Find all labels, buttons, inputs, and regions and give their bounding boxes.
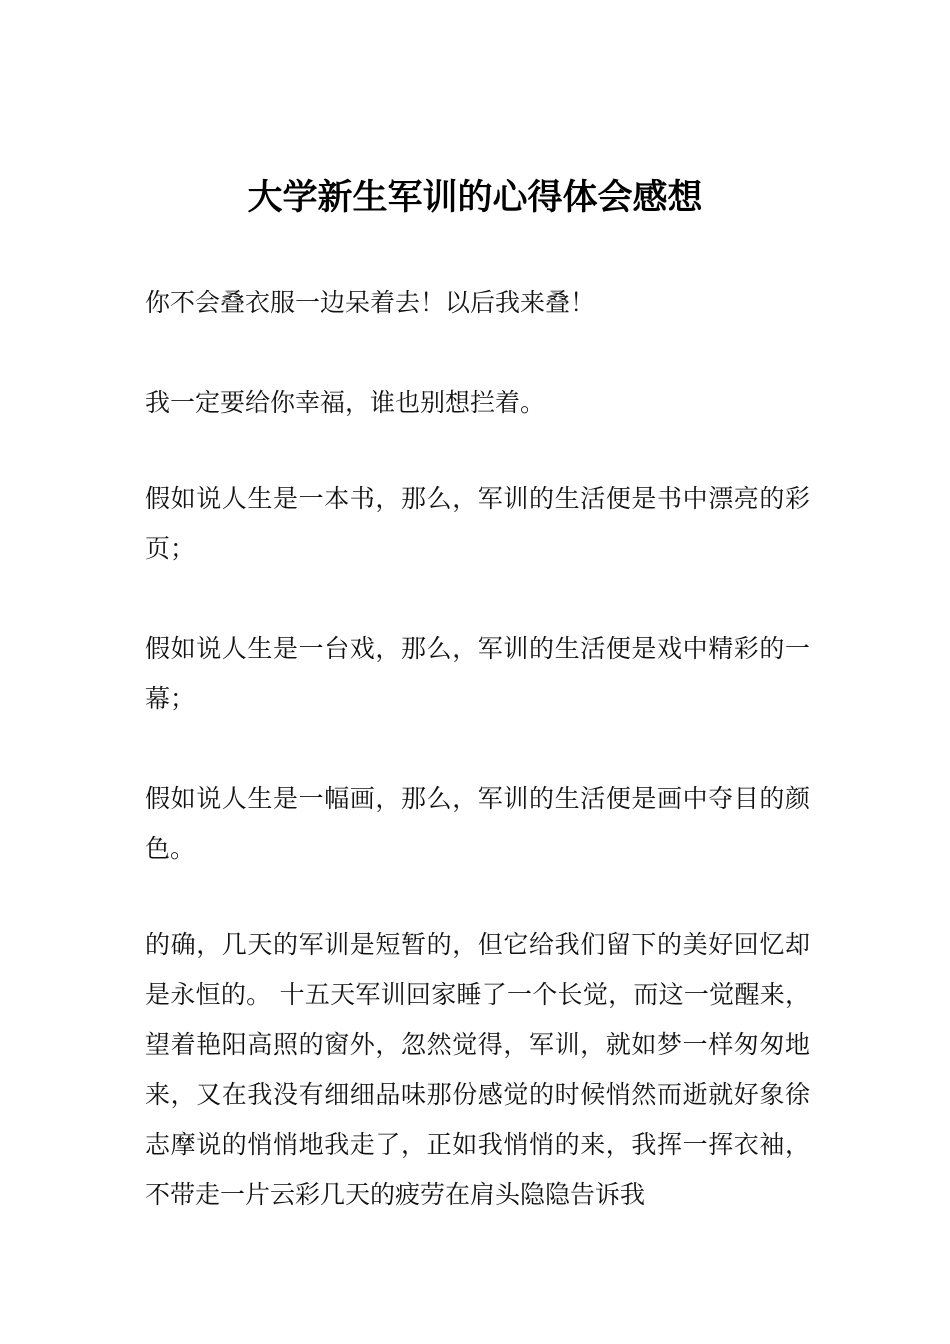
paragraph-4: 假如说人生是一台戏，那么，军训的生活便是戏中精彩的一幕； — [145, 634, 810, 713]
paragraph-6: 的确，几天的军训是短暂的，但它给我们留下的美好回忆却是永恒的。 十五天军训回家睡了一个长觉，而这一觉醒来，望着艳阳高照的窗外，忽然觉得，军训，就如梦一样匆匆地来，又在我没有细细品味那份感觉的时候悄然而逝就好象徐志摩说的悄悄地我走了，正如我悄悄的来，我挥一挥衣袖，不带走一片云彩几天的疲劳在肩头隐隐告诉我 — [145, 930, 810, 1209]
paragraph-3: 假如说人生是一本书，那么，军训的生活便是书中漂亮的彩页； — [145, 484, 810, 563]
paragraph-1: 你不会叠衣服一边呆着去！以后我来叠！ — [145, 288, 596, 317]
paragraph-2: 我一定要给你幸福，谁也别想拦着。 — [145, 388, 546, 417]
paragraph-5: 假如说人生是一幅画，那么，军训的生活便是画中夺目的颜色。 — [145, 784, 810, 863]
document-title: 大学新生军训的心得体会感想 — [247, 178, 703, 218]
